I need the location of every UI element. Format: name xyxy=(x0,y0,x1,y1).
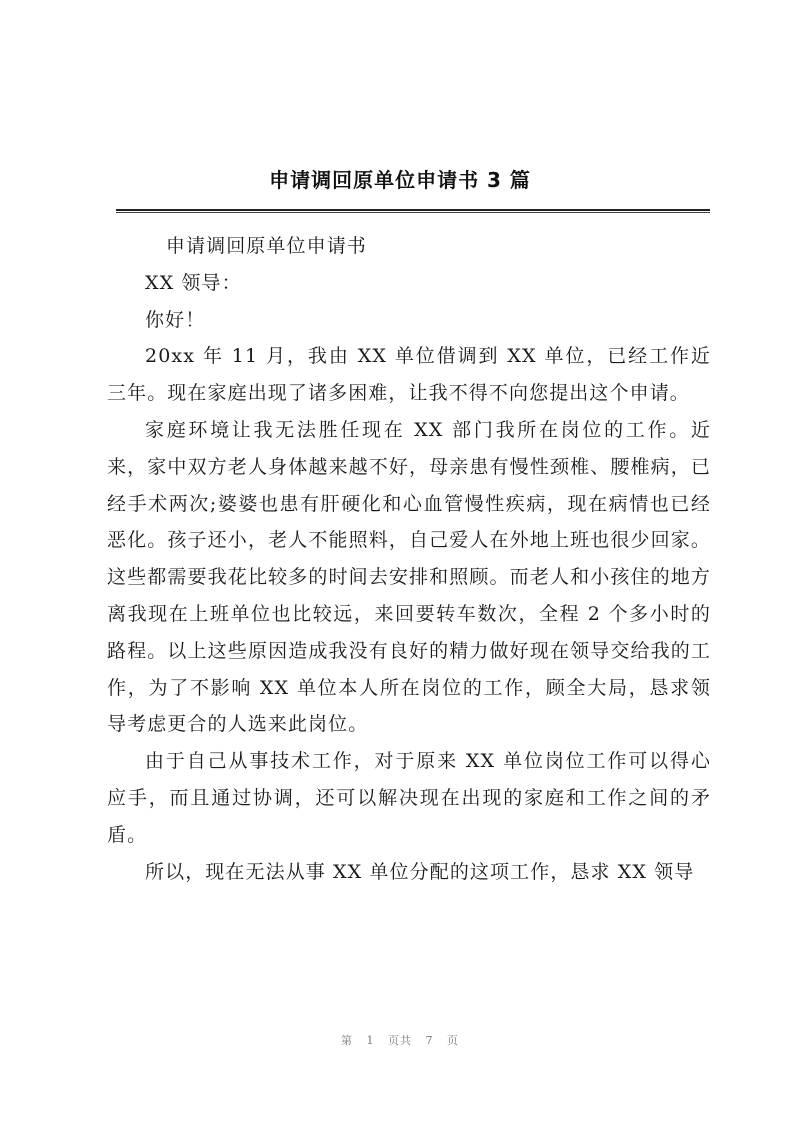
document-title: 申请调回原单位申请书 3 篇 xyxy=(269,168,531,192)
letter-subtitle: 申请调回原单位申请书 xyxy=(165,235,367,257)
document-body xyxy=(107,228,711,890)
page-number-footer: 第 1 页共 7 页 xyxy=(341,1034,459,1047)
body-paragraph: 由于自己从事技术工作，对于原来 XX 单位岗位工作可以得心应手，而且通过协调，还可以解决现在出现的家庭和工作之间的矛盾。 xyxy=(107,750,711,846)
body-paragraph: 家庭环境让我无法胜任现在 XX 部门我所在岗位的工作。近来，家中双方老人身体越来越不好，母亲患有慢性颈椎、腰椎病，已经手术两次;婆婆也患有肝硬化和心血管慢性疾病，现在病情也已经恶化。孩子还小，老人不能照料，自己爱人在外地上班也很少回家。这些都需要我花比较多的时间去安排和照顾。而老人和小孩住的地方离我现在上班单位也比较远，来回要转车数次，全程 2 个多小时的路程。以上这些原因造成我没有良好的精力做好现在领导交给我的工作，为了不影响 XX 单位本人所在岗位的工作，顾全大局，恳求领导考虑更合的人选来此岗位。 xyxy=(107,418,711,736)
greeting: 你好！ xyxy=(145,308,206,331)
body-paragraph: 所以，现在无法从事 XX 单位分配的这项工作，恳求 XX 领导 xyxy=(145,860,695,883)
body-paragraph: 20xx 年 11 月，我由 XX 单位借调到 XX 单位，已经工作近三年。现在家庭出现了诸多困难，让我不得不向您提出这个申请。 xyxy=(107,345,711,405)
salutation: XX 领导： xyxy=(145,271,242,294)
title-divider xyxy=(116,209,710,213)
